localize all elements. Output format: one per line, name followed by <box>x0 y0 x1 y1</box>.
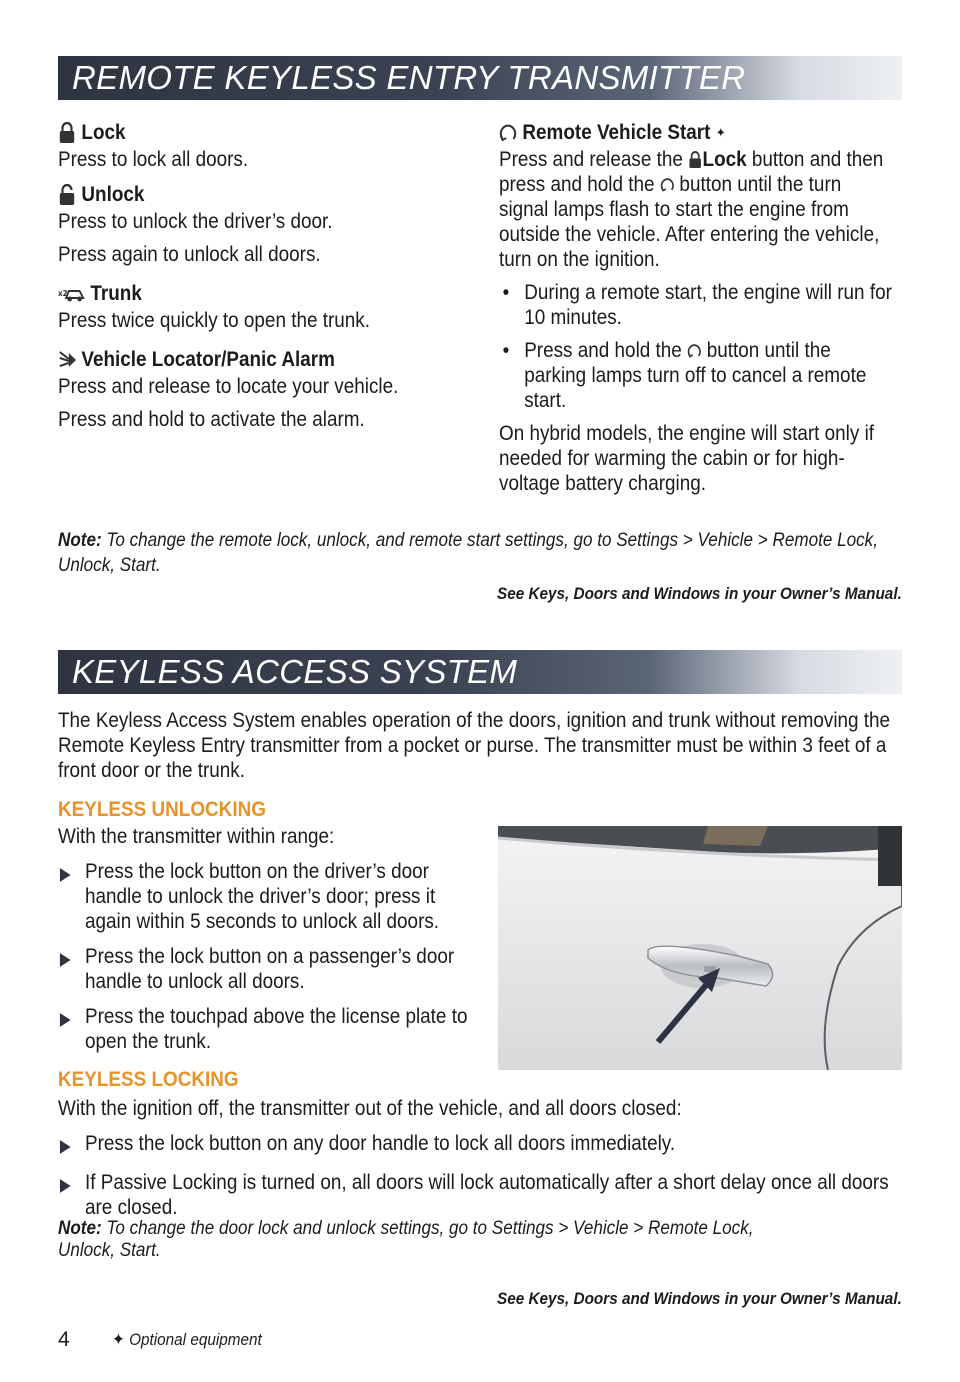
lock-description: Press to lock all doors. <box>58 148 249 171</box>
remote-start-instructions: Press and release the Lock button and then press and hold the button until the turn signal lamps flash to start the engine from outside the vehicle. After entering the vehicle, turn on the ignition. <box>499 148 884 271</box>
hybrid-note: On hybrid models, the engine will start only if needed for warming the cabin or for high-voltage battery charging. <box>499 422 875 495</box>
remote-start-icon <box>499 122 517 144</box>
optional-equipment-legend: ✦ Optional equipment <box>112 1330 262 1349</box>
section-banner-keyless-access <box>58 650 902 694</box>
page-number: 4 <box>58 1328 70 1351</box>
lock-icon <box>58 122 76 144</box>
owners-manual-reference: See Keys, Doors and Windows in your Owner’s Manual. <box>497 1289 902 1308</box>
remote-buttons-left-column <box>58 120 441 432</box>
arrow-bullet-icon <box>58 1131 85 1160</box>
remote-start-icon <box>660 175 674 193</box>
remote-settings-note: Note: To change the remote lock, unlock, and remote start settings, go to Settings > Vehicle > Remote Lock, Unlock, Start. <box>58 530 878 576</box>
unlocking-lead: With the transmitter within range: <box>58 825 335 848</box>
arrow-bullet-icon <box>58 859 85 934</box>
door-lock-settings-note: Note: To change the door lock and unlock settings, go to Settings > Vehicle > Remote Lock, Unlock, Start. <box>58 1218 754 1261</box>
locator-description-2: Press and hold to activate the alarm. <box>58 408 365 431</box>
optional-equipment-mark: ✦ <box>715 125 726 140</box>
vehicle-locator-heading: Vehicle Locator/Panic Alarm <box>58 347 441 372</box>
arrow-bullet-icon <box>58 1004 85 1054</box>
trunk-icon <box>58 283 85 305</box>
unlock-description-2: Press again to unlock all doors. <box>58 243 321 266</box>
section-banner-remote-keyless <box>58 56 902 100</box>
section-title: KEYLESS ACCESS SYSTEM <box>72 653 518 690</box>
locking-lead: With the ignition off, the transmitter out of the vehicle, and all doors closed: <box>58 1097 682 1120</box>
list-item: Press the lock button on any door handle to lock all doors immediately. <box>58 1131 895 1160</box>
list-item: Press the touchpad above the license plate to open the trunk. <box>58 1004 486 1054</box>
section-title: REMOTE KEYLESS ENTRY TRANSMITTER <box>72 59 746 96</box>
keyless-unlocking-heading: KEYLESS UNLOCKING <box>58 798 266 821</box>
list-item: • Press and hold the button until the parking lamps turn off to cancel a remote start. <box>502 339 867 412</box>
list-item: • During a remote start, the engine will run for 10 minutes. <box>502 281 892 329</box>
keyless-locking-block <box>58 1096 895 1220</box>
keyless-locking-heading: KEYLESS LOCKING <box>58 1068 239 1091</box>
remote-start-heading: Remote Vehicle Start ✦ <box>499 120 895 145</box>
keyless-unlocking-block <box>58 824 486 1054</box>
locator-description-1: Press and release to locate your vehicle. <box>58 375 399 398</box>
door-handle-photo <box>498 826 902 1070</box>
remote-start-right-column <box>499 120 895 496</box>
trunk-heading: x2 Trunk <box>58 282 142 305</box>
keyless-access-intro: The Keyless Access System enables operation of the doors, ignition and trunk without removing the Remote Keyless Entry transmitter from a pocket or purse. The transmitter must be within 3 feet of a front door or the trunk. <box>58 709 891 782</box>
unlock-icon <box>58 184 76 206</box>
lock-icon <box>688 150 702 168</box>
svg-text:x2: x2 <box>58 288 68 298</box>
unlock-description-1: Press to unlock the driver’s door. <box>58 210 333 233</box>
arrow-bullet-icon <box>58 944 85 994</box>
list-item: Press the lock button on a passenger’s door handle to unlock all doors. <box>58 944 486 994</box>
lock-heading: Lock <box>58 120 441 145</box>
panic-alarm-icon <box>58 349 76 371</box>
owners-manual-reference: See Keys, Doors and Windows in your Owner’s Manual. <box>497 584 902 603</box>
arrow-bullet-icon <box>58 1170 85 1220</box>
unlock-heading: Unlock <box>58 182 441 207</box>
list-item: Press the lock button on the driver’s door handle to unlock the driver’s door; press it again within 5 seconds to unlock all doors. <box>58 859 486 934</box>
remote-start-icon <box>687 341 701 359</box>
trunk-description: Press twice quickly to open the trunk. <box>58 309 371 332</box>
list-item: If Passive Locking is turned on, all doors will lock automatically after a short delay once all doors are closed. <box>58 1170 895 1220</box>
